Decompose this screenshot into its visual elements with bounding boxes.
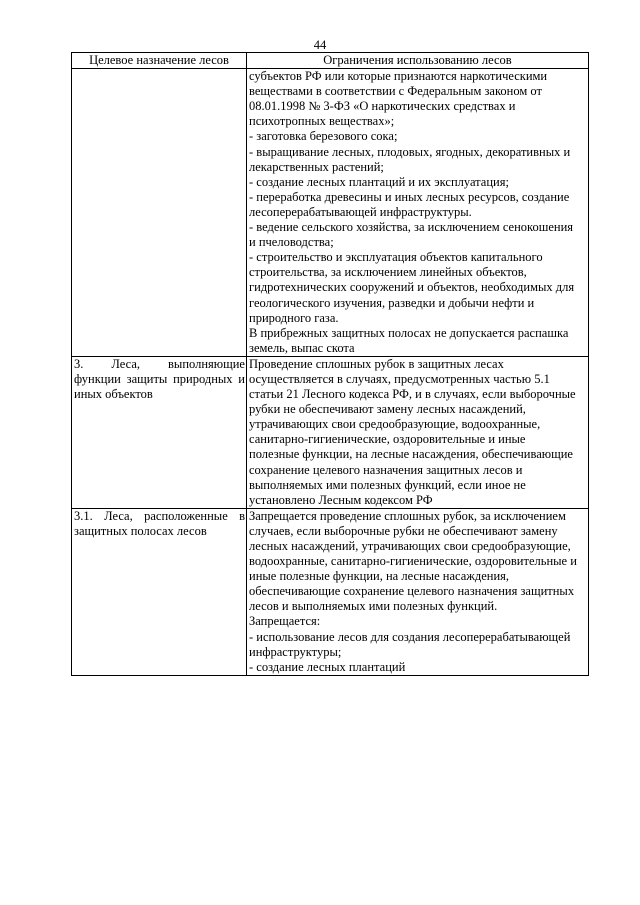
restriction-text-line: утрачивающих свои средообразующие, водоохранные,: [249, 417, 541, 432]
restriction-text-line: лесов и выполняемых ими полезных функций.: [249, 599, 498, 614]
restriction-text-line: В прибрежных защитных полосах не допускается распашка: [249, 325, 569, 340]
restriction-text-line: и пчеловодства;: [249, 235, 334, 250]
restriction-text-line: статьи 21 Лесного кодекса РФ, и в случаях, если выборочные: [249, 387, 576, 402]
restriction-text-line: - создание лесных плантаций и их эксплуатация;: [249, 174, 509, 189]
restriction-text-line: водоохранные, санитарно-гигиенические, оздоровительные и: [249, 554, 577, 569]
restriction-text-line: полезные функции, на лесные насаждения, обеспечивающие: [249, 447, 573, 462]
restriction-text-line: иные полезные функции, на лесные насаждения,: [249, 569, 510, 584]
restriction-text-line: лесоперерабатывающей инфраструктуры.: [249, 204, 472, 219]
table-row: [72, 508, 589, 675]
restriction-text-line: - строительство и эксплуатация объектов капитального: [249, 250, 543, 265]
restriction-text-line: санитарно-гигиенические, оздоровительные и иные: [249, 432, 526, 447]
restriction-text-line: - переработка древесины и иных лесных ресурсов, создание: [249, 189, 570, 204]
table-row: [72, 356, 589, 508]
restriction-text-line: рубки не обеспечивают замену лесных насаждений,: [249, 402, 526, 417]
purpose-text-line: иных объектов: [74, 387, 153, 402]
restriction-text-line: - создание лесных плантаций: [249, 659, 406, 674]
purpose-text-line: защитных полосах лесов: [74, 523, 207, 538]
restriction-text-line: осуществляется в случаях, предусмотренных частью 5.1: [249, 371, 550, 386]
purpose-text-line: функции защиты природных и: [74, 371, 245, 386]
restriction-text-line: обеспечивающие сохранение целевого назначения защитных: [249, 584, 575, 599]
restriction-text-line: лекарственных растений;: [249, 159, 384, 174]
restriction-text-line: - заготовка березового сока;: [249, 129, 398, 144]
restriction-text-line: Запрещается проведение сплошных рубок, за исключением: [249, 508, 566, 523]
restriction-text-line: земель, выпас скота: [249, 340, 355, 355]
restriction-text-line: психотропных веществах»;: [249, 114, 395, 129]
restriction-text-line: инфраструктуры;: [249, 644, 342, 659]
table-row: [72, 69, 589, 357]
forest-restrictions-table: [71, 52, 589, 676]
purpose-text-line: 3. Леса, выполняющие: [74, 356, 245, 371]
restriction-text-line: - использование лесов для создания лесоперерабатывающей: [249, 629, 571, 644]
restrictions-cell: [247, 508, 589, 675]
restriction-text-line: выполняемых ими полезных функций, если иное не: [249, 477, 526, 492]
page-number: 44: [313, 38, 327, 52]
header-restrictions: Ограничения использованию лесов: [247, 53, 589, 69]
table-header-row: [72, 53, 589, 69]
restriction-text-line: веществами в соответствии с Федеральным законом от: [249, 84, 542, 99]
restriction-text-line: лесных насаждений, утрачивающих свои средообразующие,: [249, 539, 571, 553]
restriction-text-line: Проведение сплошных рубок в защитных лесах: [249, 356, 504, 371]
restriction-text-line: субъектов РФ или которые признаются наркотическими: [249, 69, 548, 84]
restriction-text-line: геологического изучения, разведки и добычи нефти и: [249, 295, 535, 310]
restriction-text-line: гидротехнических сооружений и объектов, необходимых для: [249, 280, 575, 295]
restrictions-cell: [247, 69, 589, 357]
restriction-text-line: случаев, если выборочные рубки не обеспечивают замену: [249, 523, 558, 538]
table-body: [72, 69, 589, 676]
purpose-text-line: 3.1. Леса, расположенные в: [74, 508, 245, 523]
restriction-text-line: установлено Лесным кодексом РФ: [249, 492, 433, 507]
restriction-text-line: Запрещается:: [249, 614, 321, 629]
purpose-cell: [72, 69, 247, 357]
purpose-cell: [72, 356, 247, 508]
purpose-cell: [72, 508, 247, 675]
restriction-text-line: сохранение целевого назначения защитных лесов и: [249, 462, 523, 477]
restriction-text-line: природного газа.: [249, 310, 339, 325]
restriction-text-line: строительства, за исключением линейных объектов,: [249, 265, 527, 280]
restrictions-cell: [247, 356, 589, 508]
header-purpose: Целевое назначение лесов: [72, 53, 247, 69]
restriction-text-line: - ведение сельского хозяйства, за исключением сенокошения: [249, 220, 574, 235]
restriction-text-line: 08.01.1998 № 3-ФЗ «О наркотических средствах и: [249, 99, 516, 114]
restriction-text-line: - выращивание лесных, плодовых, ягодных, декоративных и: [249, 144, 571, 159]
